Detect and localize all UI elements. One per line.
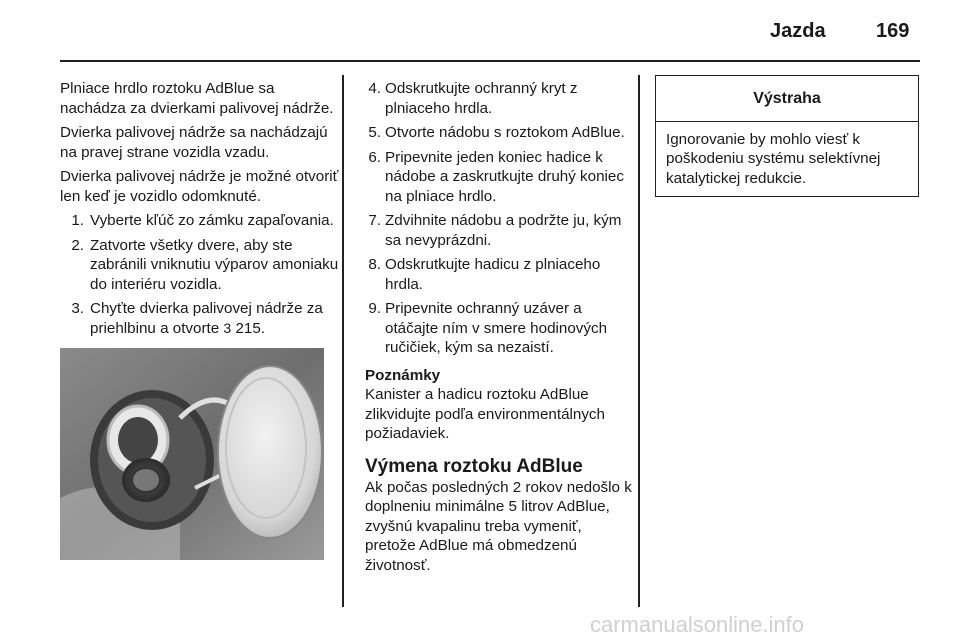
- warning-text: Ignorovanie by mohlo viesť k poškodeniu systému selektívnej katalytickej redukcie.: [666, 130, 881, 187]
- list-item: [365, 148, 635, 207]
- column-3: [655, 75, 919, 197]
- note-title: Poznámky: [365, 366, 441, 384]
- step-text: Vyberte kľúč zo zámku zapaľovania.: [90, 212, 334, 229]
- page-reference-icon: 3: [223, 319, 232, 336]
- fuel-filler-door-illustration: [60, 348, 324, 560]
- step-number: 3.: [71, 300, 84, 317]
- step-number: 7.: [368, 212, 381, 229]
- page-number: 169: [876, 20, 910, 42]
- paragraph: Dvierka palivovej nádrže sa nachádzajú na pravej strane vozidla vzadu.: [60, 124, 328, 161]
- step-text: Zdvihnite nádobu a podržte ju, kým sa nevyprázdni.: [385, 212, 622, 249]
- steps-list: [365, 79, 635, 358]
- step-number: 8.: [368, 256, 381, 273]
- section-heading: Výmena roztoku AdBlue: [365, 455, 583, 477]
- step-text: Otvorte nádobu s roztokom AdBlue.: [385, 124, 625, 141]
- column-divider-left: [342, 75, 344, 607]
- step-text: Odskrutkujte hadicu z plniaceho hrdla.: [385, 256, 601, 293]
- step-text: Chyťte dvierka palivovej nádrže za priehlbinu a otvorte: [90, 300, 323, 337]
- section-text: Ak počas posledných 2 rokov nedošlo k doplneniu minimálne 5 litrov AdBlue, zvyšnú kvapalinu treba vymeniť, pretože AdBlue má obmedzenú životnosť.: [365, 478, 632, 574]
- header-rule: [60, 60, 920, 62]
- list-item: [60, 236, 340, 295]
- list-item: [60, 299, 340, 338]
- step-number: 6.: [368, 148, 381, 166]
- page-header-title: Jazda: [770, 20, 826, 42]
- page-reference-link[interactable]: [223, 320, 265, 337]
- warning-title: Výstraha: [656, 76, 918, 122]
- list-item: [365, 299, 635, 358]
- step-text: Pripevnite jeden koniec hadice k nádobe a zaskrutkujte druhý koniec na plniace hrdlo.: [385, 148, 624, 205]
- warning-box: [655, 75, 919, 197]
- list-item: [365, 211, 635, 250]
- step-number: 4.: [368, 80, 381, 97]
- steps-list: [60, 211, 340, 338]
- column-divider-right: [638, 75, 640, 607]
- watermark-text: carmanualsonline.info: [590, 612, 805, 637]
- step-number: 9.: [368, 300, 381, 317]
- paragraph: Dvierka palivovej nádrže je možné otvoriť len keď je vozidlo odomknuté.: [60, 168, 339, 205]
- list-item: [60, 211, 340, 231]
- page-reference-number: 215.: [235, 319, 266, 337]
- paragraph: Plniace hrdlo roztoku AdBlue sa nachádza za dvierkami palivovej nádrže.: [60, 80, 334, 117]
- step-text: Pripevnite ochranný uzáver a otáčajte ním v smere hodinových ručičiek, kým sa nezaistí.: [385, 300, 608, 356]
- step-text: Zatvorte všetky dvere, aby ste zabránili vniknutiu výparov amoniaku do interiéru vozidla.: [90, 236, 339, 293]
- step-number: 5.: [368, 124, 381, 141]
- step-number: 2.: [71, 236, 84, 254]
- column-2: [365, 79, 635, 575]
- column-1: [60, 79, 340, 560]
- list-item: [365, 79, 635, 118]
- list-item: [365, 255, 635, 294]
- note-text: Kanister a hadicu roztoku AdBlue zlikvidujte podľa environmentálnych požiadaviek.: [365, 386, 605, 442]
- list-item: [365, 123, 635, 143]
- step-text: Odskrutkujte ochranný kryt z plniaceho hrdla.: [385, 80, 578, 117]
- step-number: 1.: [71, 212, 84, 229]
